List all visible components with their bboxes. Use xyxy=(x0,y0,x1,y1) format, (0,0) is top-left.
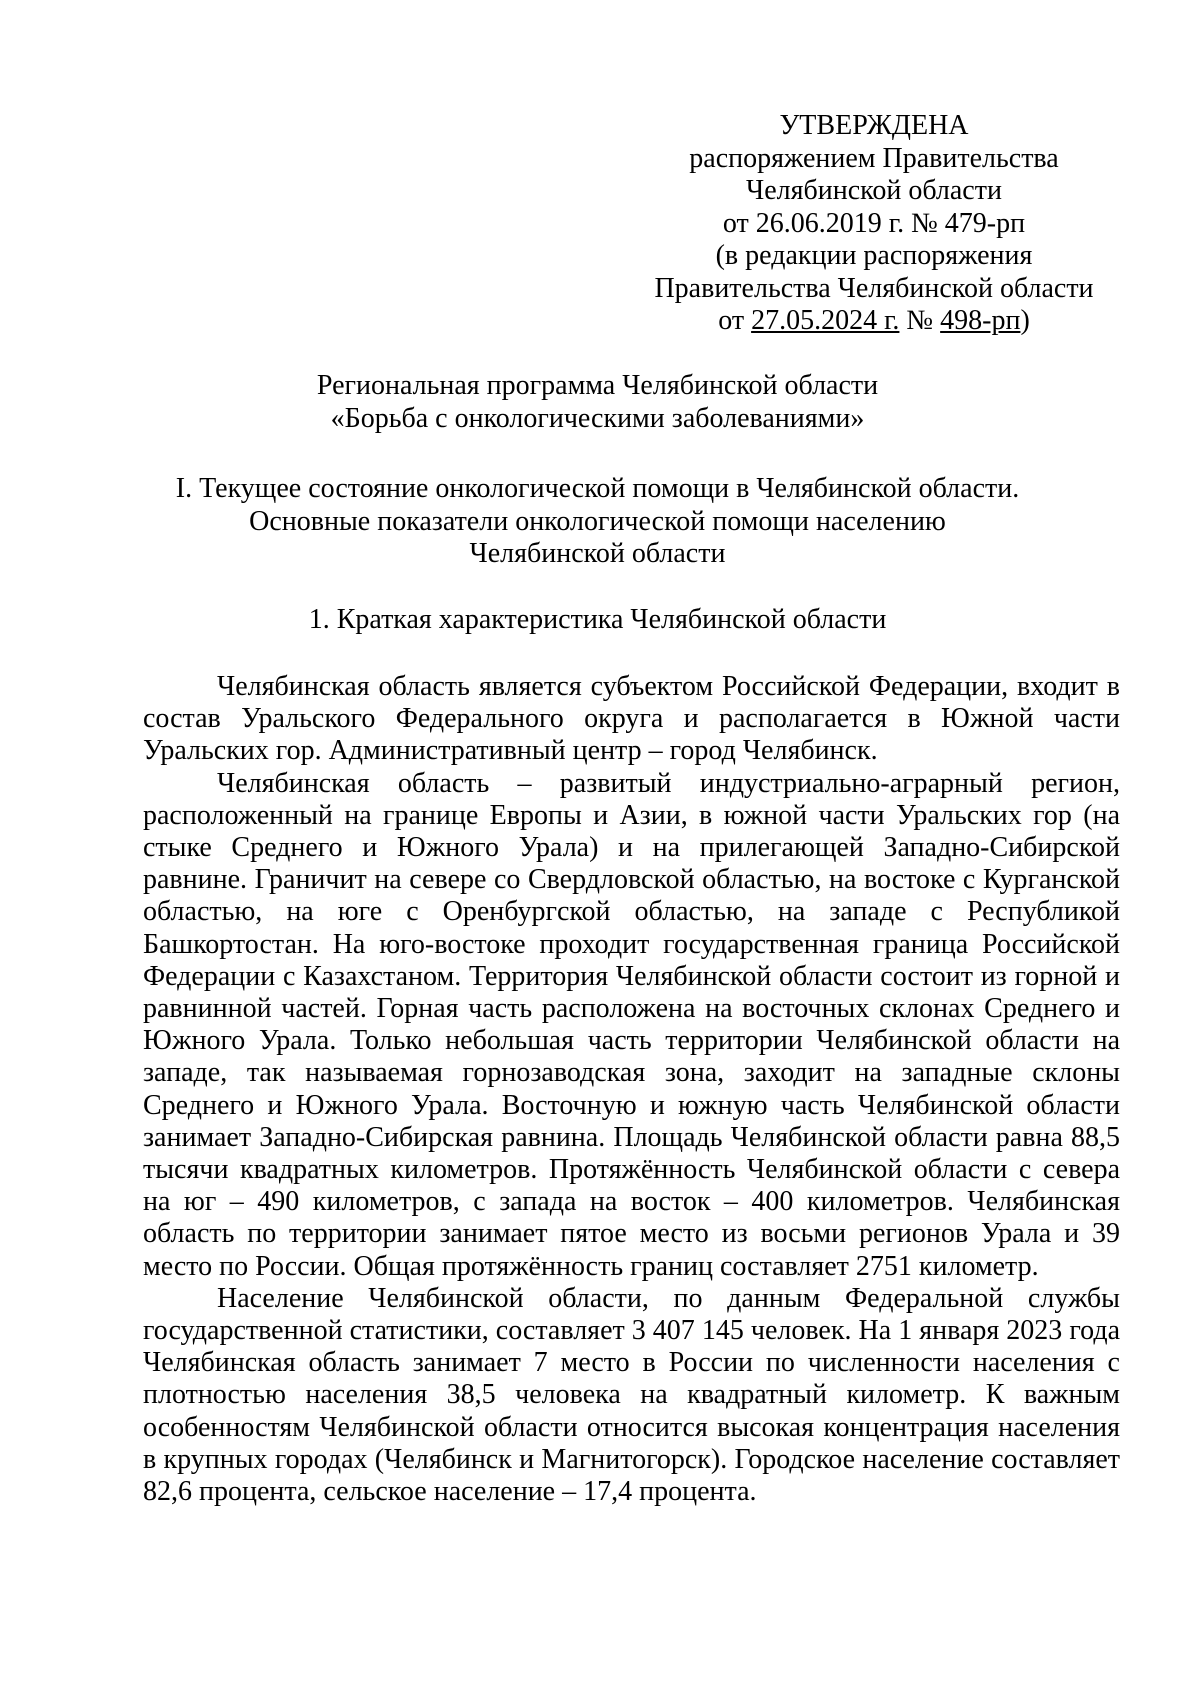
amendment-number: 498-рп xyxy=(940,305,1021,336)
approval-heading: УТВЕРЖДЕНА xyxy=(779,110,969,141)
program-title-line-1: Региональная программа Челябинской области xyxy=(316,370,879,401)
program-title xyxy=(145,370,1050,435)
section-title-line-2: Основные показатели онкологической помощи населению xyxy=(249,505,946,537)
subsection-title-text: 1. Краткая характеристика Челябинской области xyxy=(308,604,887,635)
approval-line-3: от 26.06.2019 г. № 479-рп xyxy=(722,207,1026,239)
approval-line-6-mid: № xyxy=(899,305,941,336)
paragraph-2: Челябинская область – развитый индустриально-аграрный регион, расположенный на границе Европы и Азии, в южной части Уральских гор (на стыке Среднего и Южного Урала) и на прилегающей Западно-Сибирской равнине. Граничит на севере со Свердловской областью, на востоке с Курганской областью, на юге с Оренбургской областью, на западе с Республикой Башкортостан. На юго-востоке проходит государственная граница Российской Федерации с Казахстаном. Территория Челябинской области состоит из горной и равнинной частей. Горная часть расположена на восточных склонах Среднего и Южного Урала. Только небольшая часть территории Челябинской области на западе, так называемая горнозаводская зона, заходит на западные склоны Среднего и Южного Урала. Восточную и южную часть Челябинской области занимает Западно-Сибирская равнина. Площадь Челябинской области равна 88,5 тысячи квадратных километров. Протяжённость Челябинской области с севера на юг – 490 километров, с запада на восток – 400 километров. Челябинская область по территории занимает пятое место из восьми регионов Урала и 39 место по России. Общая протяжённость границ составляет 2751 километр. xyxy=(143,767,1120,1282)
approval-line-6 xyxy=(640,305,1108,338)
document-body xyxy=(143,671,1120,1508)
approval-line-1: распоряжением Правительства xyxy=(689,142,1059,174)
program-title-line-2: «Борьба с онкологическими заболеваниями» xyxy=(330,402,865,434)
approval-line-6-prefix: от xyxy=(718,305,752,336)
section-title-line-3: Челябинской области xyxy=(469,538,726,569)
approval-line-2: Челябинской области xyxy=(746,175,1002,206)
paragraph-3: Население Челябинской области, по данным Федеральной службы государственной статистики, составляет 3 407 145 человек. На 1 января 2023 года Челябинская область занимает 7 место в России по численности населения с плотностью населения 38,5 человека на квадратный километр. К важным особенностям Челябинской области относится высокая концентрация населения в крупных городах (Челябинск и Магнитогорск). Городское население составляет 82,6 процента, сельское население – 17,4 процента. xyxy=(143,1282,1120,1508)
section-title xyxy=(145,473,1050,571)
amendment-date: 27.05.2024 г. xyxy=(751,305,900,336)
paragraph-1: Челябинская область является субъектом Российской Федерации, входит в состав Уральского Федерального округа и располагается в Южной части Уральских гор. Административный центр – город Челябинск. xyxy=(143,671,1120,767)
section-title-line-1: I. Текущее состояние онкологической помощи в Челябинской области. xyxy=(175,473,1020,504)
approval-stamp-block xyxy=(640,110,1108,338)
approval-line-4: (в редакции распоряжения xyxy=(715,240,1033,271)
subsection-title xyxy=(145,604,1050,637)
approval-line-6-suffix: ) xyxy=(1020,305,1030,336)
approval-line-5: Правительства Челябинской области xyxy=(654,272,1094,304)
